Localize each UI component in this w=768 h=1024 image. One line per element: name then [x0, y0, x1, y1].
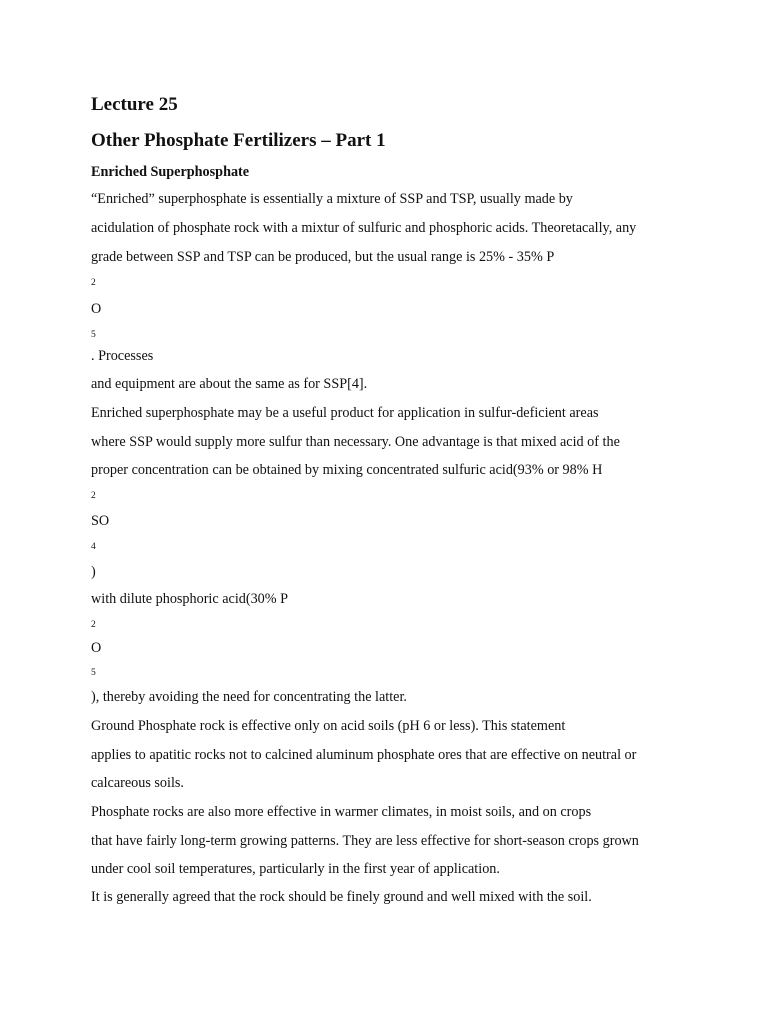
body-line: where SSP would supply more sulfur than necessary. One advantage is that mixed acid of the — [91, 434, 620, 450]
lecture-title: Lecture 25 — [91, 94, 178, 115]
subscript-line: 2 — [91, 620, 96, 630]
body-line: . Processes — [91, 348, 154, 364]
main-title: Other Phosphate Fertilizers – Part 1 — [91, 130, 386, 151]
formula-line: O — [91, 301, 102, 317]
formula-line: SO — [91, 513, 110, 529]
section-heading: Enriched Superphosphate — [91, 164, 250, 180]
body-line: calcareous soils. — [91, 775, 184, 791]
body-line: Phosphate rocks are also more effective in warmer climates, in moist soils, and on crops — [91, 804, 592, 820]
body-line: and equipment are about the same as for SSP[4]. — [91, 376, 368, 392]
subscript-line: 4 — [91, 542, 96, 552]
body-line: ), thereby avoiding the need for concentrating the latter. — [91, 689, 407, 705]
body-line: proper concentration can be obtained by mixing concentrated sulfuric acid(93% or 98% H — [91, 462, 603, 478]
body-line: “Enriched” superphosphate is essentially a mixture of SSP and TSP, usually made by — [91, 191, 573, 207]
body-line: Enriched superphosphate may be a useful product for application in sulfur-deficient areas — [91, 405, 599, 421]
body-line: applies to apatitic rocks not to calcined aluminum phosphate ores that are effective on neutral or — [91, 747, 637, 763]
formula-line: ) — [91, 564, 96, 580]
body-line: that have fairly long-term growing patterns. They are less effective for short-season crops grown — [91, 833, 639, 849]
body-line: under cool soil temperatures, particularly in the first year of application. — [91, 861, 500, 877]
subscript-line: 5 — [91, 668, 96, 678]
body-line: with dilute phosphoric acid(30% P — [91, 591, 289, 607]
body-line: It is generally agreed that the rock should be finely ground and well mixed with the soil. — [91, 889, 592, 905]
subscript-line: 5 — [91, 330, 96, 340]
subscript-line: 2 — [91, 278, 96, 288]
formula-line: O — [91, 640, 102, 656]
body-line: Ground Phosphate rock is effective only on acid soils (pH 6 or less). This statement — [91, 718, 566, 734]
body-line: grade between SSP and TSP can be produced, but the usual range is 25% - 35% P — [91, 249, 555, 265]
subscript-line: 2 — [91, 491, 96, 501]
body-line: acidulation of phosphate rock with a mixtur of sulfuric and phosphoric acids. Theoretacally, any — [91, 220, 637, 236]
